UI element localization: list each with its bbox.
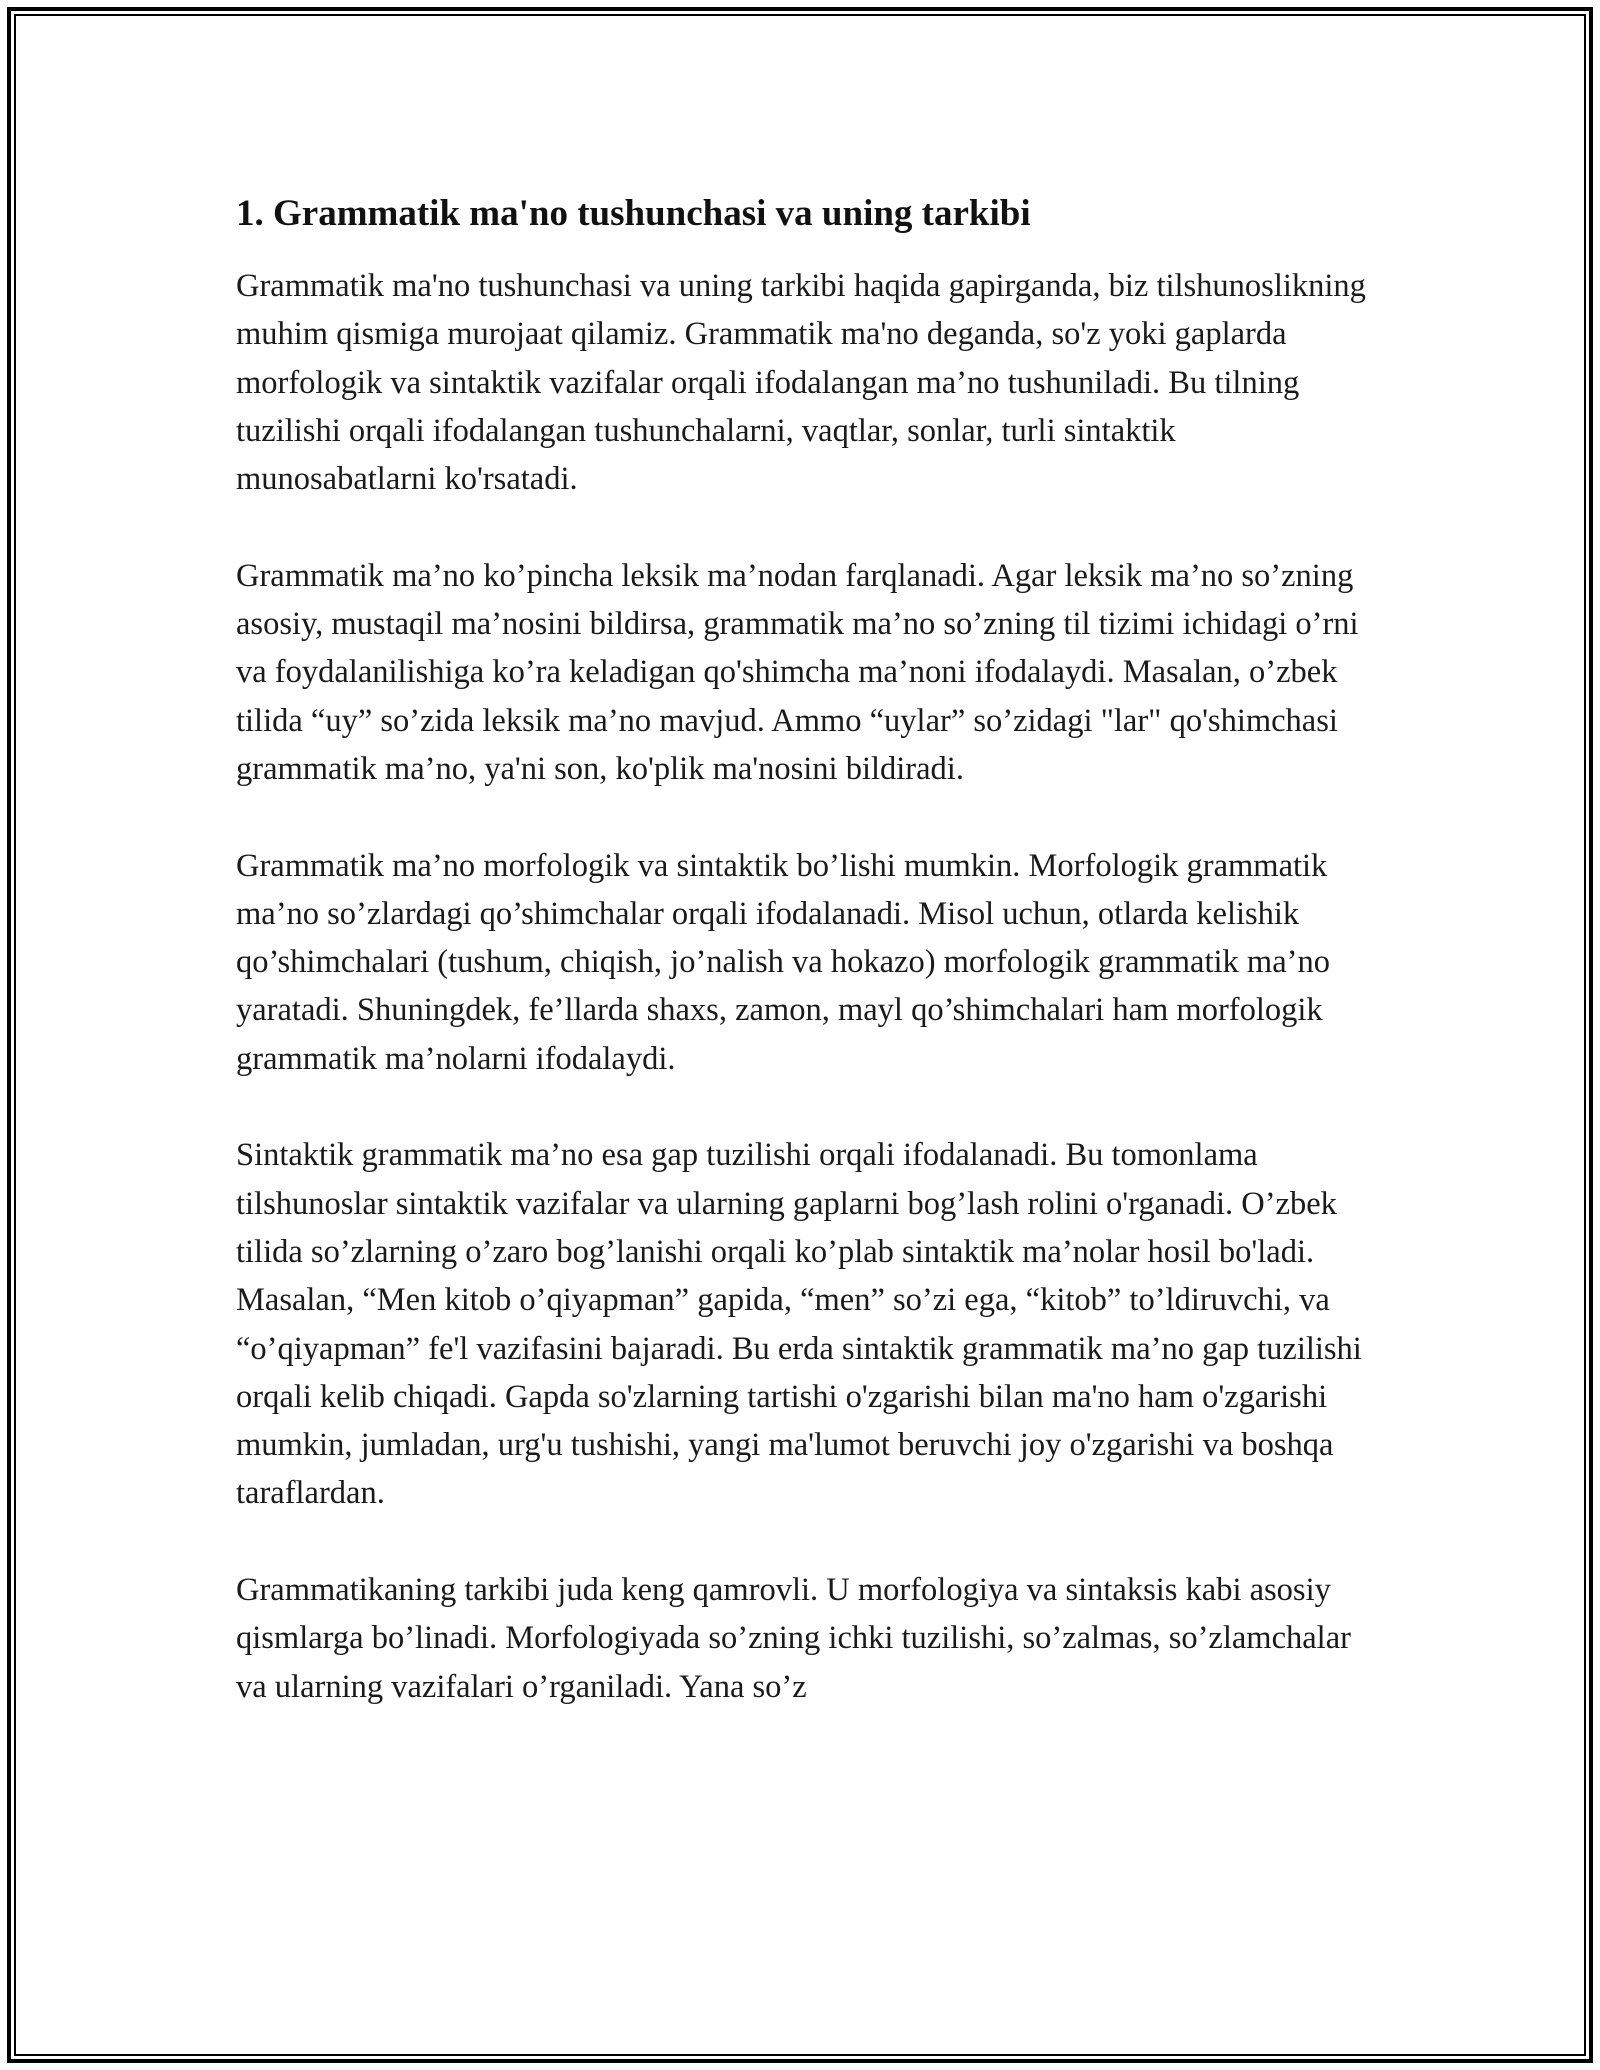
paragraph-2: Grammatik ma’no ko’pincha leksik ma’nodan farqlanadi. Agar leksik ma’no so’zning asosiy, mustaqil ma’nosini bildirsa, grammatik ma’no so’zning til tizimi ichidagi o’rni va foydalanilishiga ko’ra keladigan qo'shimcha ma’noni ifodalaydi. Masalan, o’zbek tilida “uy” so’zida leksik ma’no mavjud. Ammo “uylar” so’zidagi "lar" qo'shimchasi grammatik ma’no, ya'ni son, ko'plik ma'nosini bildiradi. (236, 557, 1359, 787)
paragraph-5: Grammatikaning tarkibi juda keng qamrovli. U morfologiya va sintaksis kabi asosiy qismlarga bo’linadi. Morfologiyada so’zning ichki tuzilishi, so’zalmas, so’zlamchalar va ularning vazifalari o’rganiladi. Yana so’z (236, 1572, 1351, 1705)
paragraph-1: Grammatik ma'no tushunchasi va uning tarkibi haqida gapirganda, biz tilshunoslikning muhim qismiga murojaat qilamiz. Grammatik ma'no deganda, so'z yoki gaplarda morfologik va sintaktik vazifalar orqali ifodalangan ma’no tushuniladi. Bu tilning tuzilishi orqali ifodalangan tushunchalarni, vaqtlar, sonlar, turli sintaktik munosabatlarni ko'rsatadi. (236, 268, 1366, 498)
document-body (236, 190, 1371, 1711)
paragraph-4: Sintaktik grammatik ma’no esa gap tuzilishi orqali ifodalanadi. Bu tomonlama tilshunoslar sintaktik vazifalar va ularning gaplarni bog’lash rolini o'rganadi. O’zbek tilida so’zlarning o’zaro bog’lanishi orqali ko’plab sintaktik ma’nolar hosil bo'ladi. Masalan, “Men kitob o’qiyapman” gapida, “men” so’zi ega, “kitob” to’ldiruvchi, va “o’qiyapman” fe'l vazifasini bajaradi. Bu erda sintaktik grammatik ma’no gap tuzilishi orqali kelib chiqadi. Gapda so'zlarning tartishi o'zgarishi bilan ma'no ham o'zgarishi mumkin, jumladan, urg'u tushishi, yangi ma'lumot beruvchi joy o'zgarishi va boshqa taraflardan. (236, 1137, 1362, 1512)
paragraph-3: Grammatik ma’no morfologik va sintaktik bo’lishi mumkin. Morfologik grammatik ma’no so’zlardagi qo’shimchalar orqali ifodalanadi. Misol uchun, otlarda kelishik qo’shimchalari (tushum, chiqish, jo’nalish va hokazo) morfologik grammatik ma’no yaratadi. Shuningdek, fe’llarda shaxs, zamon, mayl qo’shimchalari ham morfologik grammatik ma’nolarni ifodalaydi. (236, 847, 1330, 1077)
section-heading: 1. Grammatik ma'no tushunchasi va uning tarkibi (236, 193, 1031, 234)
